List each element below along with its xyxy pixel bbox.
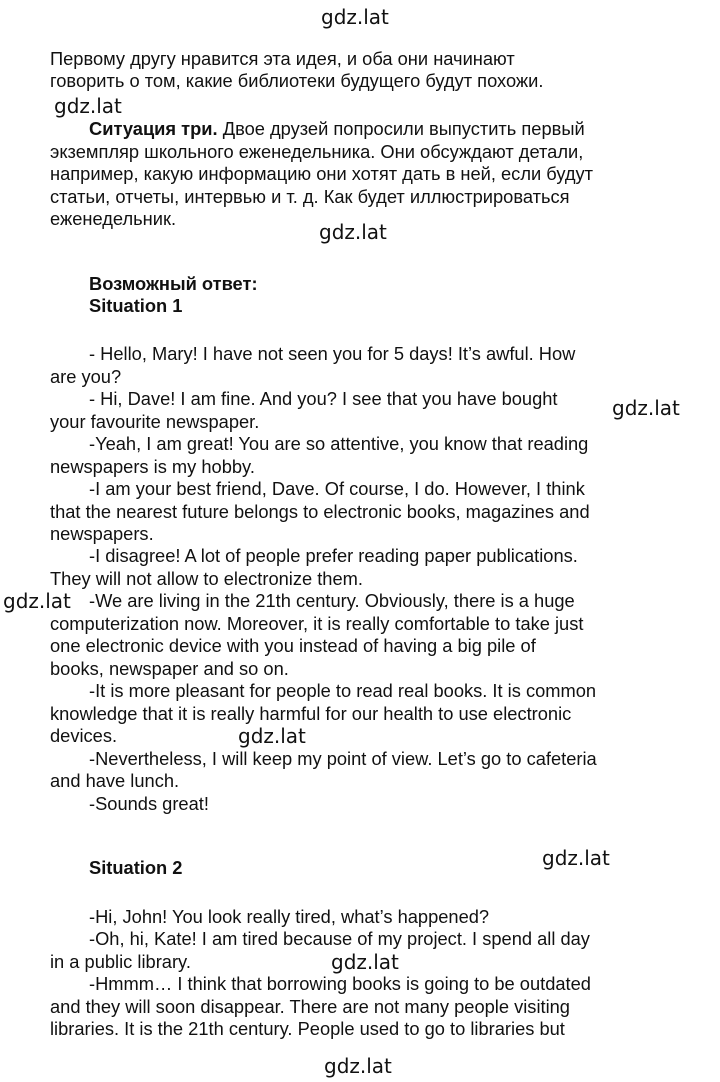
dialogue-line: in a public library.	[50, 951, 191, 972]
dialogue-line: that the nearest future belongs to electronic books, magazines and	[50, 501, 590, 522]
situation-1-heading: Situation 1	[89, 295, 183, 316]
watermark: gdz.lat	[612, 396, 680, 420]
watermark: gdz.lat	[321, 5, 389, 29]
answer-heading: Возможный ответ:	[89, 273, 258, 294]
dialogue-line: libraries. It is the 21th century. People used to go to libraries but	[50, 1018, 565, 1039]
paragraph-text: Двое друзей попросили выпустить первый	[217, 118, 585, 139]
situation-label: Ситуация три.	[89, 118, 218, 139]
watermark: gdz.lat	[319, 220, 387, 244]
paragraph-line: еженедельник.	[50, 208, 177, 229]
watermark: gdz.lat	[238, 724, 306, 748]
paragraph-line: например, какую информацию они хотят дать в ней, если будут	[50, 163, 594, 184]
dialogue-line: - Hi, Dave! I am fine. And you? I see that you have bought	[89, 388, 558, 409]
dialogue-line: newspapers.	[50, 523, 154, 544]
watermark: gdz.lat	[331, 950, 399, 974]
dialogue-line: -Hmmm… I think that borrowing books is going to be outdated	[89, 973, 591, 994]
dialogue-line: -Hi, John! You look really tired, what’s happened?	[89, 906, 490, 927]
dialogue-line: one electronic device with you instead of having a big pile of	[50, 635, 536, 656]
dialogue-line: -Oh, hi, Kate! I am tired because of my project. I spend all day	[89, 928, 590, 949]
watermark: gdz.lat	[324, 1054, 392, 1078]
dialogue-line: -Sounds great!	[89, 793, 209, 814]
dialogue-line: computerization now. Moreover, it is really comfortable to take just	[50, 613, 584, 634]
dialogue-line: -It is more pleasant for people to read real books. It is common	[89, 680, 597, 701]
dialogue-line: your favourite newspaper.	[50, 411, 260, 432]
watermark: gdz.lat	[3, 589, 71, 613]
dialogue-line: and have lunch.	[50, 770, 180, 791]
watermark: gdz.lat	[542, 846, 610, 870]
paragraph-line: экземпляр школьного еженедельника. Они обсуждают детали,	[50, 141, 584, 162]
dialogue-line: -I am your best friend, Dave. Of course, I do. However, I think	[89, 478, 585, 499]
dialogue-line: -We are living in the 21th century. Obviously, there is a huge	[89, 590, 575, 611]
paragraph-line: статьи, отчеты, интервью и т. д. Как будет иллюстрироваться	[50, 186, 570, 207]
situation-2-heading: Situation 2	[89, 857, 183, 878]
dialogue-line: - Hello, Mary! I have not seen you for 5 days! It’s awful. How	[89, 343, 576, 364]
dialogue-line: books, newspaper and so on.	[50, 658, 289, 679]
paragraph-line	[89, 118, 585, 140]
dialogue-line: are you?	[50, 366, 122, 387]
dialogue-line: -I disagree! A lot of people prefer reading paper publications.	[89, 545, 578, 566]
dialogue-line: -Nevertheless, I will keep my point of view. Let’s go to cafeteria	[89, 748, 597, 769]
dialogue-line: newspapers is my hobby.	[50, 456, 255, 477]
watermark: gdz.lat	[54, 94, 122, 118]
dialogue-line: knowledge that it is really harmful for our health to use electronic	[50, 703, 572, 724]
dialogue-line: devices.	[50, 725, 118, 746]
paragraph-line: говорить о том, какие библиотеки будущего будут похожи.	[50, 70, 544, 91]
dialogue-line: They will not allow to electronize them.	[50, 568, 363, 589]
paragraph-line: Первому другу нравится эта идея, и оба они начинают	[50, 48, 515, 69]
dialogue-line: -Yeah, I am great! You are so attentive, you know that reading	[89, 433, 589, 454]
dialogue-line: and they will soon disappear. There are not many people visiting	[50, 996, 570, 1017]
